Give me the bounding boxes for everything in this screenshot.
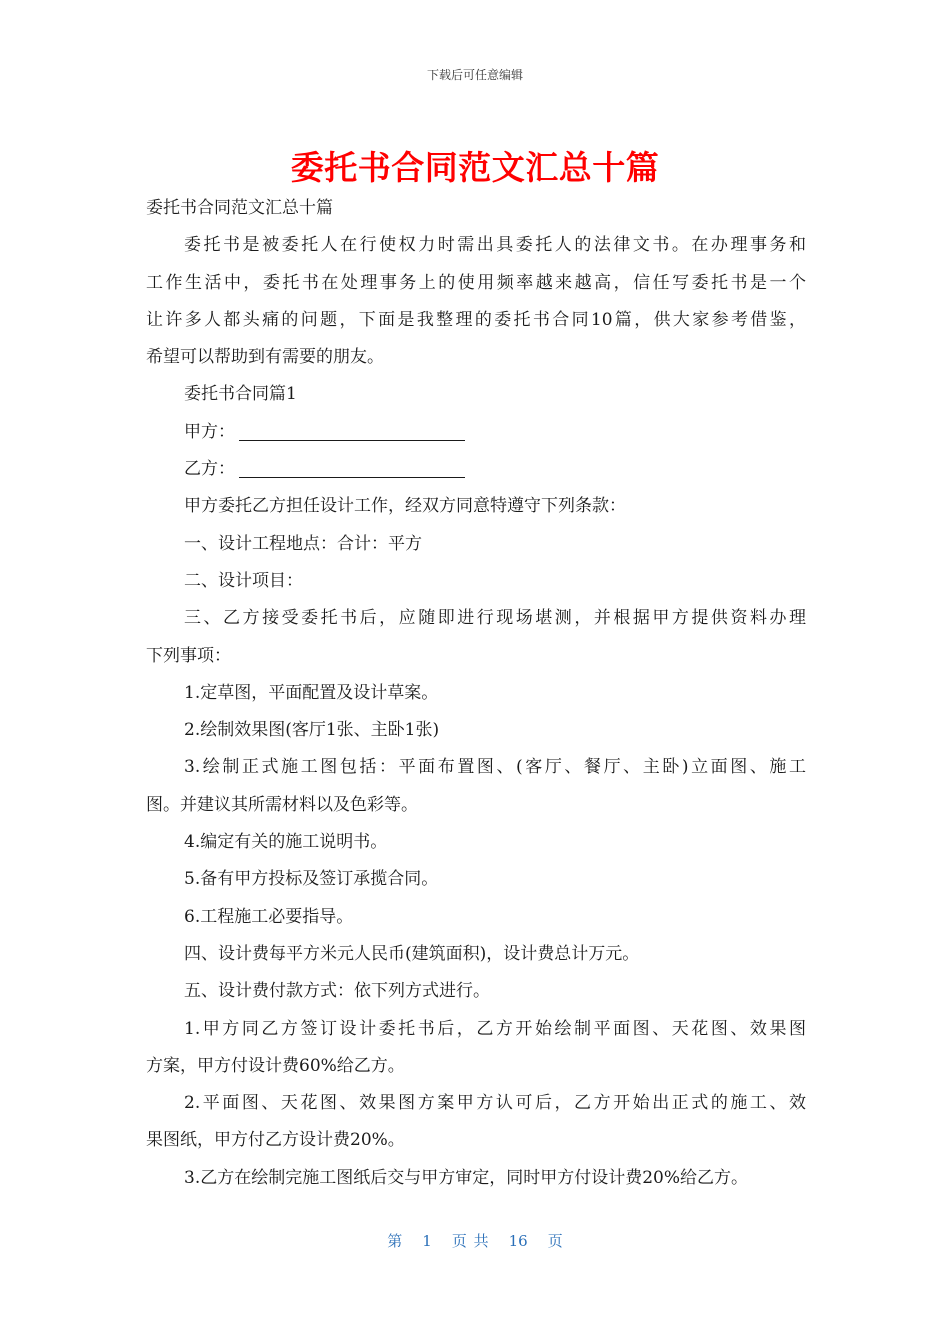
party-a-line xyxy=(146,414,806,451)
page-header-note: 下载后可任意编辑 xyxy=(426,68,523,82)
clause-line: 五、设计费付款方式：依下列方式进行。 xyxy=(184,981,490,1002)
paragraph-line: 希望可以帮助到有需要的朋友。 xyxy=(146,347,384,368)
footer-prefix: 第 xyxy=(387,1232,403,1250)
party-b-line xyxy=(146,451,806,488)
footer-total-pages: 16 xyxy=(508,1232,528,1250)
paragraph-line: 工作生活中，委托书在处理事务上的使用频率越来越高，信任写委托书是一个 xyxy=(146,272,806,293)
clause-line: 二、设计项目： xyxy=(184,570,303,591)
payment-item: 方案，甲方付设计费60%给乙方。 xyxy=(146,1055,405,1076)
footer-page-number: 1 xyxy=(422,1232,432,1250)
clause-line: 一、设计工程地点：合计：平方 xyxy=(184,533,422,554)
footer-middle: 页 共 xyxy=(451,1232,489,1250)
page-footer xyxy=(0,1230,950,1251)
party-a-blank xyxy=(239,422,465,441)
section-heading: 委托书合同篇1 xyxy=(184,384,297,405)
list-item: 4.编定有关的施工说明书。 xyxy=(184,832,388,853)
paragraph-line: 委托书是被委托人在行使权力时需出具委托人的法律文书。在办理事务和 xyxy=(184,235,806,256)
list-item: 3.绘制正式施工图包括：平面布置图、(客厅、餐厅、主卧)立面图、施工 xyxy=(184,757,806,778)
subtitle-line: 委托书合同范文汇总十篇 xyxy=(146,198,333,218)
payment-item: 1.甲方同乙方签订设计委托书后，乙方开始绘制平面图、天花图、效果图 xyxy=(184,1018,806,1039)
party-b-label: 乙方： xyxy=(184,459,235,480)
list-item: 6.工程施工必要指导。 xyxy=(184,906,354,927)
payment-item: 3.乙方在绘制完施工图纸后交与甲方审定，同时甲方付设计费20%给乙方。 xyxy=(184,1167,749,1188)
list-item: 1.定草图，平面配置及设计草案。 xyxy=(184,682,439,703)
clause-line: 四、设计费每平方米元人民币(建筑面积)，设计费总计万元。 xyxy=(184,943,640,964)
list-item: 图。并建议其所需材料以及色彩等。 xyxy=(146,794,418,815)
document-title: 委托书合同范文汇总十篇 xyxy=(290,148,660,187)
clause-line: 下列事项： xyxy=(146,645,231,666)
party-a-label: 甲方： xyxy=(184,421,235,442)
footer-suffix: 页 xyxy=(547,1232,563,1250)
paragraph-line: 让许多人都头痛的问题，下面是我整理的委托书合同10篇，供大家参考借鉴， xyxy=(146,309,806,330)
paragraph-line: 甲方委托乙方担任设计工作，经双方同意特遵守下列条款： xyxy=(184,496,626,517)
list-item: 2.绘制效果图(客厅1张、主卧1张) xyxy=(184,720,440,741)
list-item: 5.备有甲方投标及签订承揽合同。 xyxy=(184,869,439,890)
party-b-blank xyxy=(239,459,465,478)
payment-item: 2.平面图、天花图、效果图方案甲方认可后，乙方开始出正式的施工、效 xyxy=(184,1093,806,1114)
payment-item: 果图纸，甲方付乙方设计费20%。 xyxy=(146,1130,405,1151)
document-body xyxy=(146,190,806,1197)
clause-line: 三、乙方接受委托书后，应随即进行现场堪测，并根据甲方提供资料办理 xyxy=(184,608,806,629)
